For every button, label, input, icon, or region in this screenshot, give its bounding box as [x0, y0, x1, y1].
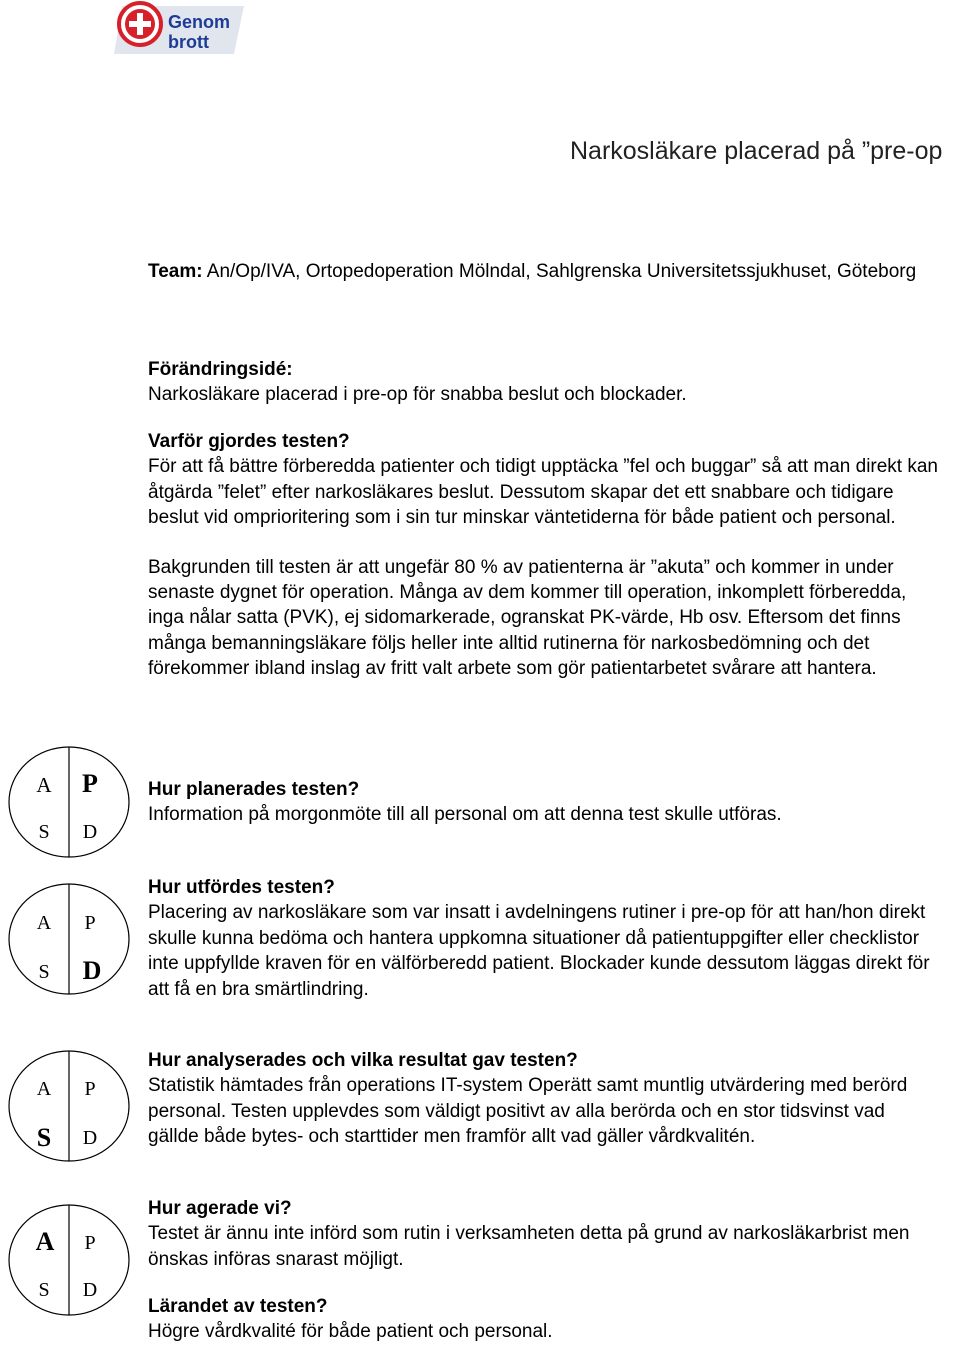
study-section	[148, 1048, 938, 1150]
team-text: An/Op/IVA, Ortopedoperation Mölndal, Sahlgrenska Universitetssjukhuset, Göteborg	[202, 261, 917, 282]
pdsa-circle-study	[8, 1050, 130, 1162]
pdsa-s: S	[38, 821, 50, 843]
pdsa-circle-do	[8, 883, 130, 995]
pdsa-a: A	[36, 1078, 52, 1100]
study-label: Hur analyserades och vilka resultat gav testen?	[148, 1050, 578, 1071]
plan-section	[148, 777, 938, 828]
pdsa-d-highlight: D	[82, 956, 102, 985]
why-section	[148, 429, 938, 682]
act-label: Hur agerade vi?	[148, 1198, 292, 1219]
pdsa-d: D	[82, 1279, 98, 1301]
learn-label: Lärandet av testen?	[148, 1296, 328, 1317]
logo-word-2: brott	[168, 32, 209, 52]
pdsa-p: P	[84, 1078, 96, 1100]
pdsa-d: D	[82, 821, 98, 843]
why-paragraph-2: Bakgrunden till testen är att ungefär 80 % av patienterna är ”akuta” och kommer in under senaste dygnet för operation. Många av dem kommer till operation, inkomplett förberedda, inga nålar satta (PVK), ej sidomarkerade, ogranskat PK-värde, Hb osv. Eftersom det finns många bemanningsläkare följs heller inte alltid rutinerna för narkosbedömning och det förekommer ibland inslag av fritt valt arbete som gör patientarbetet svårare att hantera.	[148, 556, 907, 680]
learn-text: Högre vårdkvalité för både patient och personal.	[148, 1321, 553, 1343]
plan-label: Hur planerades testen?	[148, 779, 360, 800]
idea-section	[148, 357, 938, 408]
act-text: Testet är ännu inte införd som rutin i verksamheten detta på grund av narkosläkarbrist men önskas införas snarast möjligt.	[148, 1223, 910, 1270]
pdsa-s: S	[38, 961, 50, 983]
act-section	[148, 1196, 938, 1272]
pdsa-a-highlight: A	[35, 1227, 55, 1256]
why-label: Varför gjordes testen?	[148, 431, 350, 452]
idea-label: Förändringsidé:	[148, 359, 293, 380]
team-label: Team:	[148, 261, 203, 282]
pdsa-p-highlight: P	[82, 769, 98, 798]
pdsa-circle-plan	[8, 746, 130, 858]
pdsa-s-highlight: S	[36, 1123, 52, 1152]
pdsa-p: P	[84, 912, 96, 934]
pdsa-a: A	[36, 773, 52, 797]
do-text: Placering av narkosläkare som var insatt i avdelningens rutiner i pre-op för att han/hon direkt skulle kunna bedöma och hantera uppkomna situationer då patientuppgifter eller checklistor inte uppfyllde kraven för en välförberedd patient. Blockader kunde dessutom läggas direkt för att få en bra smärtlindring.	[148, 902, 930, 1000]
pdsa-circle-act	[8, 1204, 130, 1316]
genombrott-logo	[112, 0, 252, 58]
pdsa-a: A	[36, 912, 52, 934]
why-paragraph-1: För att få bättre förberedda patienter och tidigt upptäcka ”fel och buggar” så att man direkt kan åtgärda ”felet” efter narkosläkares beslut. Dessutom skapar det ett snabbare och tidigare beslut vid omprioritering som i sin tur minskar väntetiderna för både patient och personal.	[148, 456, 939, 529]
idea-text: Narkosläkare placerad i pre-op för snabba beslut och blockader.	[148, 384, 687, 406]
pdsa-s: S	[38, 1279, 50, 1301]
logo-word-1: Genom	[168, 12, 231, 32]
page-title: Narkosläkare placerad på ”pre-op	[570, 137, 943, 165]
pdsa-p: P	[84, 1232, 96, 1254]
do-label: Hur utfördes testen?	[148, 877, 335, 898]
study-text: Statistik hämtades från operations IT-system Operätt samt muntlig utvärdering med berörd personal. Testen upplevdes som väldigt positivt av alla berörda och en stor tidsvinst vad gällde både bytes- och starttider men framför allt vad gäller vårdkvalitén.	[148, 1075, 908, 1148]
team-section	[148, 259, 938, 284]
do-section	[148, 875, 938, 1002]
learn-section	[148, 1294, 938, 1345]
pdsa-d: D	[82, 1127, 98, 1149]
plan-text: Information på morgonmöte till all personal om att denna test skulle utföras.	[148, 804, 782, 826]
